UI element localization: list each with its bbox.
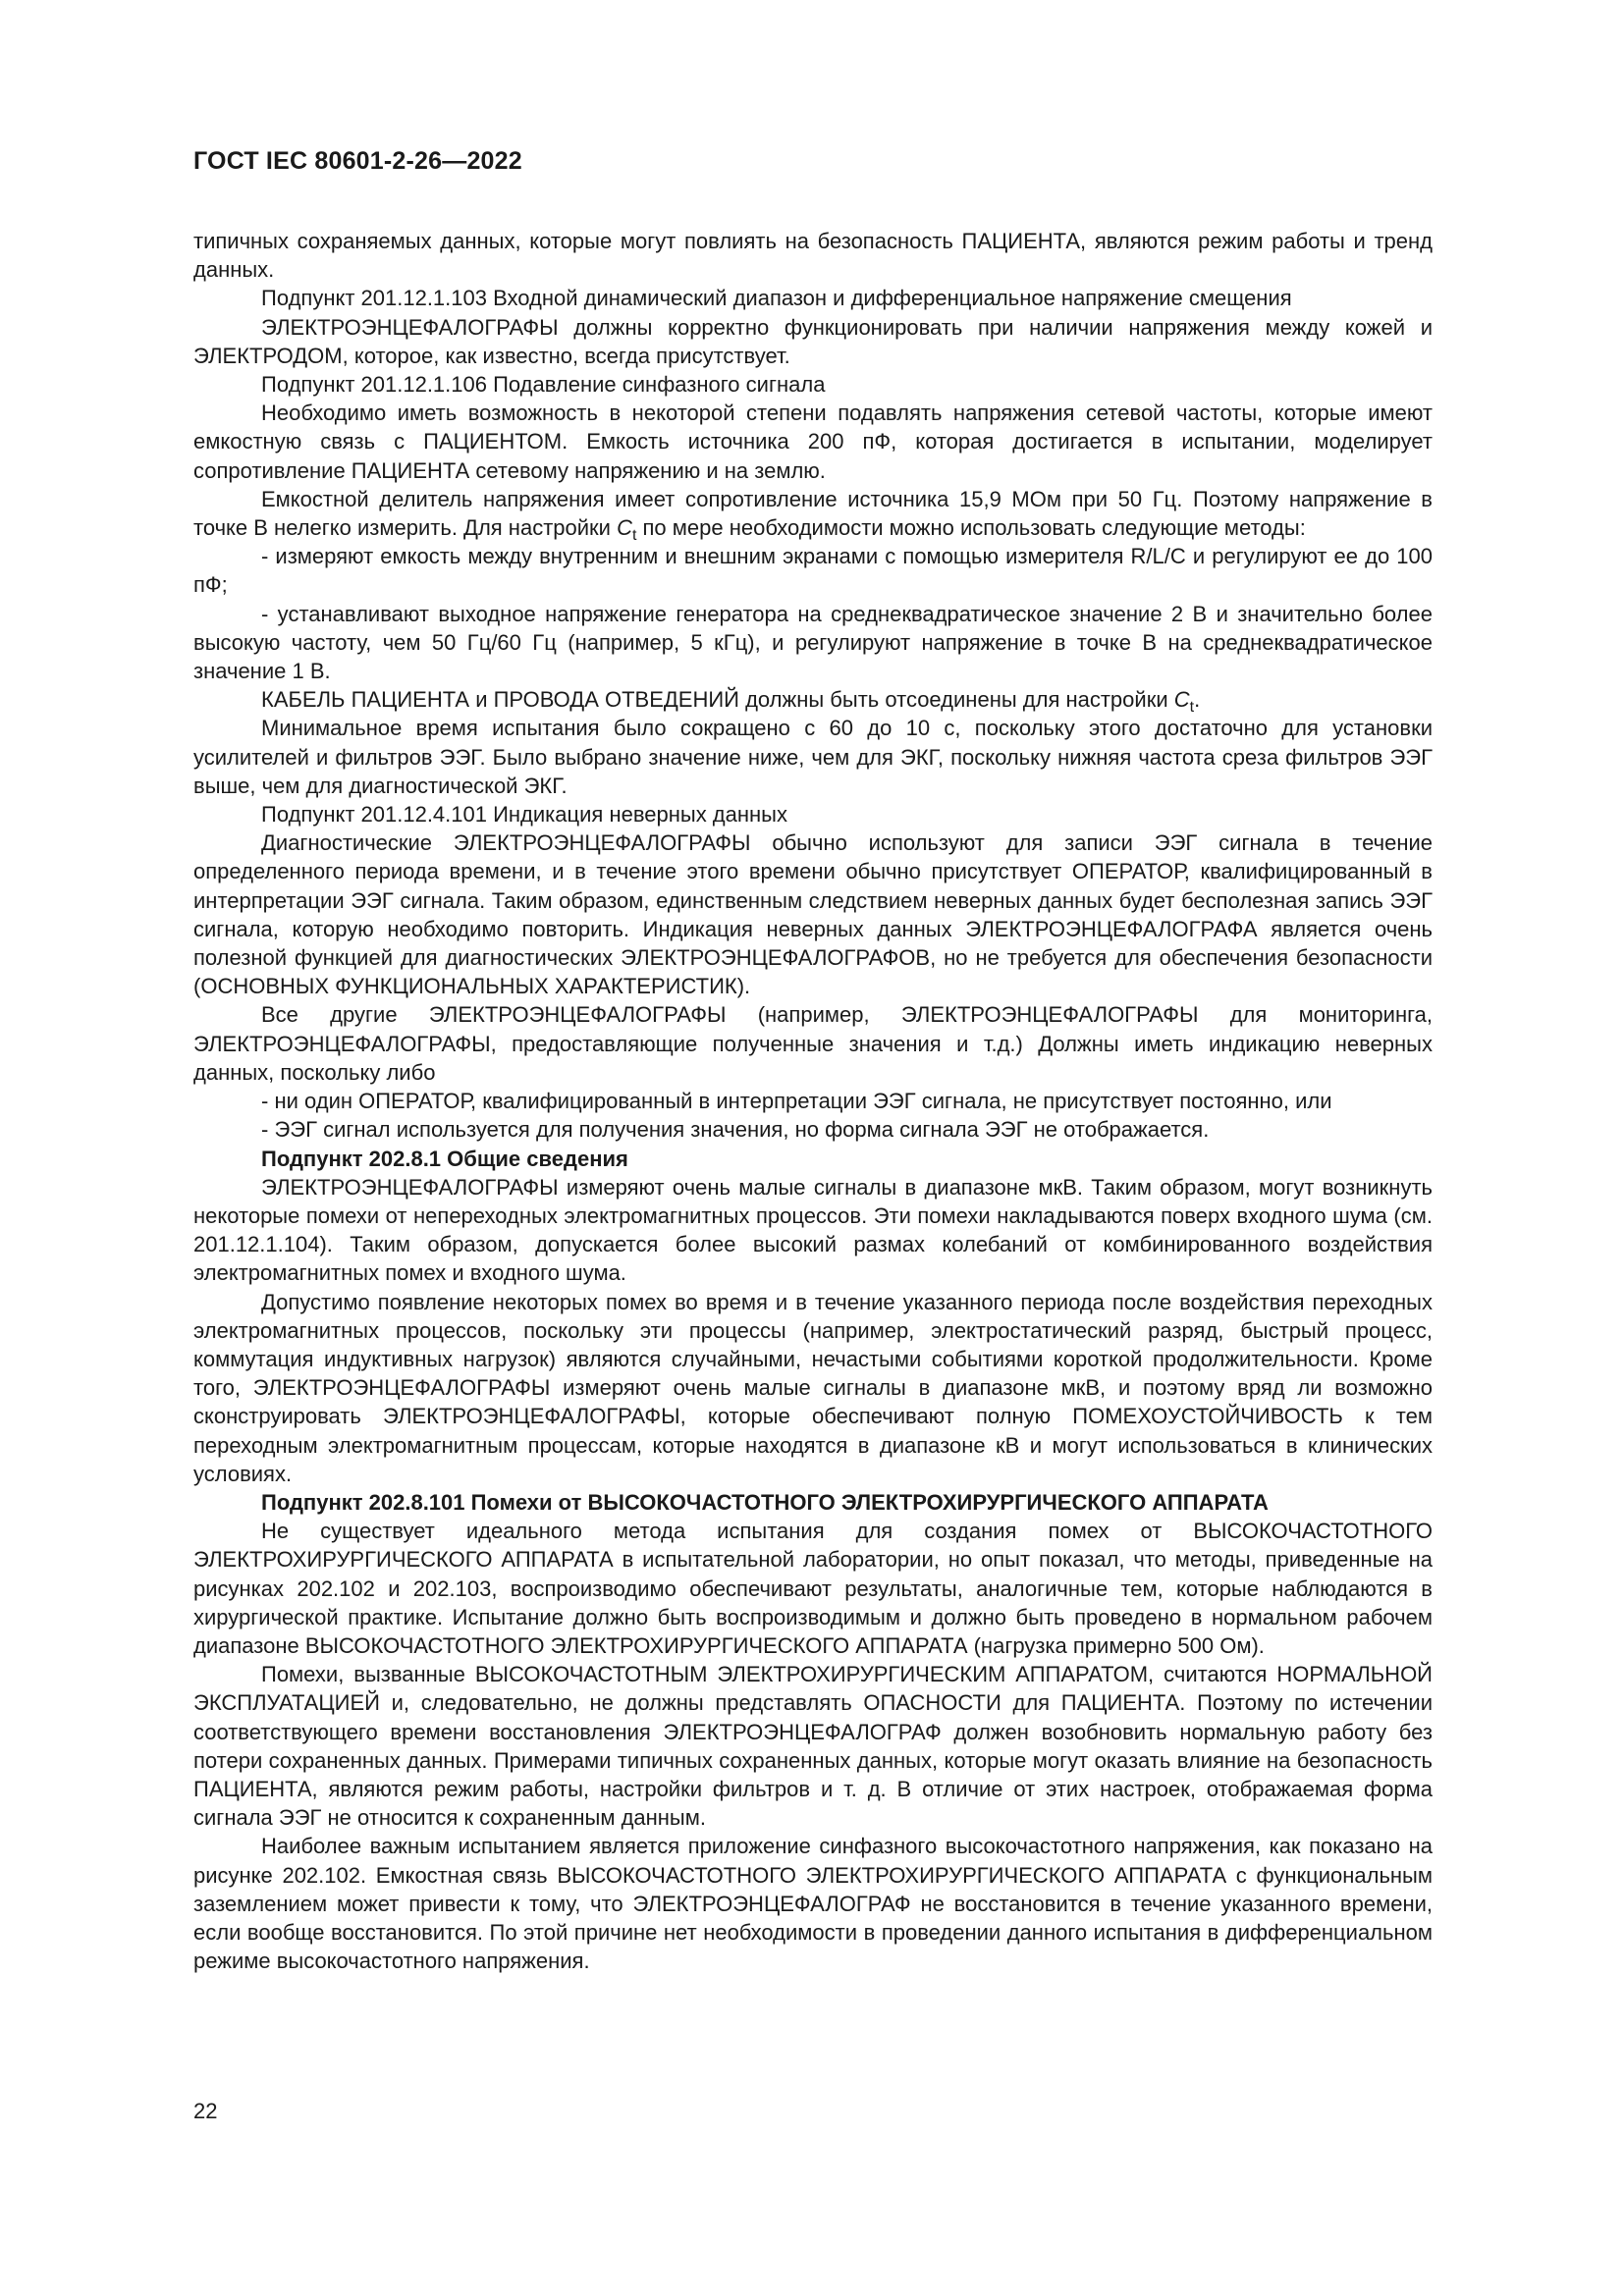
page-number: 22 [193, 2099, 218, 2123]
paragraph: Все другие ЭЛЕКТРОЭНЦЕФАЛОГРАФЫ (например, ЭЛЕКТРОЭНЦЕФАЛОГРАФЫ для мониторинга, ЭЛЕКТРОЭНЦЕФАЛОГРАФЫ, предоставляющие полученные значения и т.д.) Должны иметь индикацию неверных данных, поскольку либо [193, 1002, 1433, 1085]
paragraph-text: Емкостной делитель напряжения имеет сопротивление источника 15,9 МОм при 50 Гц. Поэтому напряжение в точке B нелегко измерить. Для настройки [193, 486, 1433, 541]
document-body [193, 227, 1433, 1975]
paragraph: ЭЛЕКТРОЭНЦЕФАЛОГРАФЫ должны корректно функционировать при наличии напряжения между кожей и ЭЛЕКТРОДОМ, которое, как известно, всегда присутствует. [193, 314, 1433, 368]
paragraph: Минимальное время испытания было сокращено с 60 до 10 с, поскольку этого достаточно для установки усилителей и фильтров ЭЭГ. Было выбрано значение ниже, чем для ЭКГ, поскольку нижняя частота среза фильтров ЭЭГ выше, чем для диагностической ЭКГ. [193, 716, 1433, 798]
list-item: - ни один ОПЕРАТОР, квалифицированный в интерпретации ЭЭГ сигнала, не присутствует постоянно, или [261, 1089, 1332, 1114]
paragraph: Наиболее важным испытанием является приложение синфазного высокочастотного напряжения, как показано на рисунке 202.102. Емкостная связь ВЫСОКОЧАСТОТНОГО ЭЛЕКТРОХИРУРГИЧЕСКОГО АППАРАТА с функциональным заземлением может привести к тому, что ЭЛЕКТРОЭНЦЕФАЛОГРАФ не восстановится в течение указанного времени, если вообще восстановится. По этой причине нет необходимости в проведении данного испытания в дифференциальном режиме высокочастотного напряжения. [193, 1834, 1433, 1974]
symbol-c: C [1173, 687, 1190, 713]
subclause-heading: Подпункт 201.12.1.106 Подавление синфазного сигнала [261, 372, 826, 398]
paragraph: Помехи, вызванные ВЫСОКОЧАСТОТНЫМ ЭЛЕКТРОХИРУРГИЧЕСКИМ АППАРАТОМ, считаются НОРМАЛЬНОЙ ЭКСПЛУАТАЦИЕЙ и, следовательно, не должны представлять ОПАСНОСТИ для ПАЦИЕНТА. Поэтому по истечении соответствующего времени восстановления ЭЛЕКТРОЭНЦЕФАЛОГРАФ должен возобновить нормальную работу без потери сохраненных данных. Примерами типичных сохраненных данных, которые могут оказать влияние на безопасность ПАЦИЕНТА, являются режим работы, настройки фильтров и т. д. В отличие от этих настроек, отображаемая форма сигнала ЭЭГ не относится к сохраненным данным. [193, 1662, 1433, 1831]
paragraph: Допустимо появление некоторых помех во время и в течение указанного периода после воздействия переходных электромагнитных процессов, поскольку эти процессы (например, электростатический разряд, быстрый процесс, коммутация индуктивных нагрузок) являются случайными, нечастыми событиями короткой продолжительности. Кроме того, ЭЛЕКТРОЭНЦЕФАЛОГРАФЫ измеряют очень малые сигналы в диапазоне мкВ, и поэтому вряд ли возможно сконструировать ЭЛЕКТРОЭНЦЕФАЛОГРАФЫ, которые обеспечивают полную ПОМЕХОУСТОЙЧИВОСТЬ к тем переходным электромагнитным процессам, которые находятся в диапазоне кВ и могут использоваться в клинических условиях. [193, 1289, 1433, 1486]
subclause-heading: Подпункт 201.12.4.101 Индикация неверных данных [261, 802, 787, 828]
list-item: - измеряют емкость между внутренним и внешним экранами с помощью измерителя R/L/C и регулируют ее до 100 пФ; [193, 544, 1433, 598]
list-item: - устанавливают выходное напряжение генератора на среднеквадратическое значение 2 В и значительно более высокую частоту, чем 50 Гц/60 Гц (например, 5 кГц), и регулируют напряжение в точке B на среднеквадратическое значение 1 В. [193, 601, 1433, 684]
document-header: ГОСТ IEC 80601-2-26—2022 [193, 147, 522, 175]
paragraph: типичных сохраняемых данных, которые могут повлиять на безопасность ПАЦИЕНТА, являются режим работы и тренд данных. [193, 229, 1433, 283]
paragraph-text: по мере необходимости можно использовать следующие методы: [636, 515, 1306, 541]
list-item: - ЭЭГ сигнал используется для получения значения, но форма сигнала ЭЭГ не отображается. [261, 1117, 1210, 1143]
paragraph: Диагностические ЭЛЕКТРОЭНЦЕФАЛОГРАФЫ обычно используют для записи ЭЭГ сигнала в течение определенного периода времени, и в течение этого времени обычно присутствует ОПЕРАТОР, квалифицированный в интерпретации ЭЭГ сигнала. Таким образом, единственным следствием неверных данных будет бесполезная запись ЭЭГ сигнала, которую необходимо повторить. Индикация неверных данных ЭЛЕКТРОЭНЦЕФАЛОГРАФА является очень полезной функцией для диагностических ЭЛЕКТРОЭНЦЕФАЛОГРАФОВ, но не требуется для обеспечения безопасности (ОСНОВНЫХ ФУНКЦИОНАЛЬНЫХ ХАРАКТЕРИСТИК). [193, 830, 1433, 999]
paragraph-text: . [1194, 687, 1201, 713]
subclause-heading: Подпункт 201.12.1.103 Входной динамический диапазон и дифференциальное напряжение смещения [261, 286, 1292, 311]
section-heading: Подпункт 202.8.101 Помехи от ВЫСОКОЧАСТОТНОГО ЭЛЕКТРОХИРУРГИЧЕСКОГО АППАРАТА [261, 1489, 1269, 1515]
paragraph [193, 485, 1433, 545]
symbol-subscript: t [631, 527, 637, 545]
paragraph: Не существует идеального метода испытания для создания помех от ВЫСОКОЧАСТОТНОГО ЭЛЕКТРОХИРУРГИЧЕСКОГО АППАРАТА в испытательной лаборатории, но опыт показал, что методы, приведенные на рисунках 202.102 и 202.103, воспроизводимо обеспечивают результаты, аналогичные тем, которые наблюдаются в хирургической практике. Испытание должно быть воспроизводимым и должно быть проведено в нормальном рабочем диапазоне ВЫСОКОЧАСТОТНОГО ЭЛЕКТРОХИРУРГИЧЕСКОГО АППАРАТА (нагрузка примерно 500 Ом). [193, 1519, 1433, 1658]
section-heading: Подпункт 202.8.1 Общие сведения [261, 1146, 628, 1171]
symbol-subscript: t [1189, 699, 1195, 717]
paragraph: Необходимо иметь возможность в некоторой степени подавлять напряжения сетевой частоты, которые имеют емкостную связь с ПАЦИЕНТОМ. Емкость источника 200 пФ, которая достигается в испытании, моделирует сопротивление ПАЦИЕНТА сетевому напряжению и на землю. [193, 400, 1433, 483]
symbol-c: C [617, 515, 632, 541]
paragraph-text: КАБЕЛЬ ПАЦИЕНТА и ПРОВОДА ОТВЕДЕНИЙ должны быть отсоединены для настройки [261, 687, 1174, 713]
paragraph: ЭЛЕКТРОЭНЦЕФАЛОГРАФЫ измеряют очень малые сигналы в диапазоне мкВ. Таким образом, могут возникнуть некоторые помехи от непереходных электромагнитных процессов. Эти помехи накладываются поверх входного шума (см. 201.12.1.104). Таким образом, допускается более высокий размах колебаний от комбинированного воздействия электромагнитных помех и входного шума. [193, 1174, 1433, 1286]
paragraph [193, 685, 1433, 717]
